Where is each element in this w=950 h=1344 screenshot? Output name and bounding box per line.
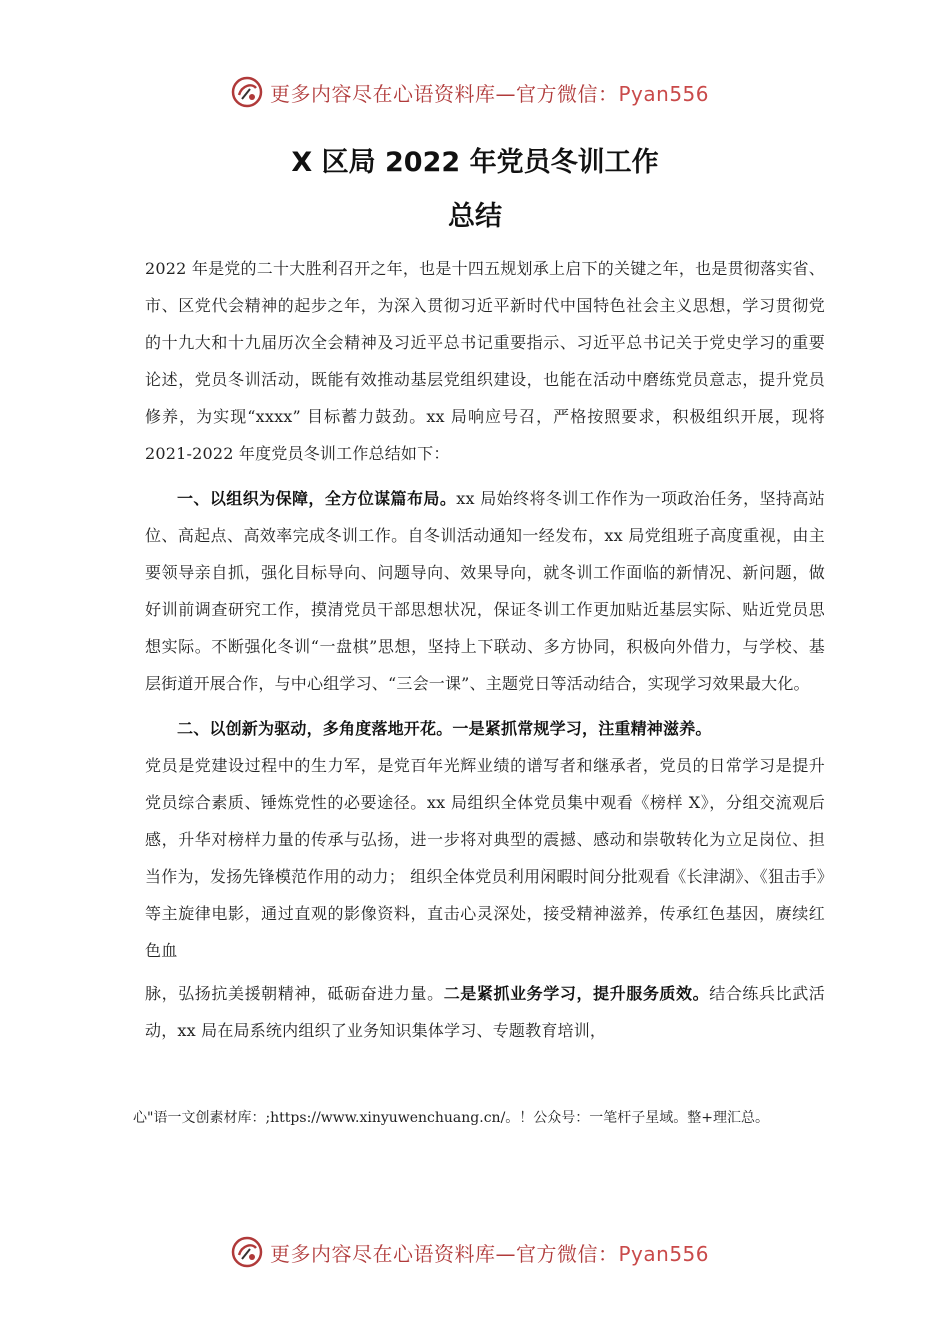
paragraph-section-2-continued <box>145 975 825 1049</box>
paragraph-section-1 <box>145 480 825 702</box>
watermark-handle: Pyan556 <box>618 1241 710 1266</box>
watermark-text: 更多内容尽在心语资料库—官方微信：Pyan556 <box>270 1241 710 1266</box>
section-1-heading: 一、以组织为保障，全方位谋篇布局。 <box>177 489 457 508</box>
watermark-text: 更多内容尽在心语资料库—官方微信：Pyan556 <box>270 81 710 106</box>
section-2-continued-text: 脉，弘扬抗美援朝精神，砥砺奋进力量。 <box>145 984 444 1003</box>
document-title-line2: 总结 <box>448 201 502 232</box>
header-watermark <box>230 72 709 112</box>
footer-watermark <box>230 1232 709 1272</box>
section-2-heading: 二、以创新为驱动，多角度落地开花。一是紧抓常规学习，注重精神滋养。 <box>177 719 712 738</box>
paragraph-section-2-heading <box>145 710 825 747</box>
document-title: X 区局 2022 年党员冬训工作 <box>291 147 659 178</box>
section-1-body: xx 局始终将冬训工作作为一项政治任务，坚持高站位、高起点、高效率完成冬训工作。自冬训活动通知一经发布，xx 局党组班子高度重视，由主要领导亲自抓，强化目标导向、问题导向、效果导向，就冬训工作面临的新情况、新问题，做好训前调查研究工作，摸清党员干部思想状况，保证冬训工作更加贴近基层实际、贴近党员思想实际。不断强化冬训“一盘棋”思想，坚持上下联动、多方协同，积极向外借力，与学校、基层街道开展合作，与中心组学习、“三会一课”、主题党日等活动结合，实现学习效果最大化。 <box>145 489 825 693</box>
section-2-subheading: 二是紧抓业务学习，提升服务质效。 <box>443 984 710 1003</box>
section-2-continued-text2: 结合练兵比武活动，xx 局在局系统内组织了业务知识集体学习、专题教育培训， <box>145 984 825 1040</box>
source-footnote: 心"语一文创素材库：;https://www.xinyuwenchuang.cn/。！公众号：一笔杆子星域。整+理汇总。 <box>133 1110 770 1126</box>
logo-icon <box>230 75 264 109</box>
paragraph-section-2-body: 党员是党建设过程中的生力军，是党百年光辉业绩的谱写者和继承者，党员的日常学习是提升党员综合素质、锤炼党性的必要途径。xx 局组织全体党员集中观看《榜样 X》，分组交流观后感，升华对榜样力量的传承与弘扬，进一步将对典型的震撼、感动和崇敬转化为立足岗位、担当作为，发扬先锋模范作用的动力； 组织全体党员利用闲暇时间分批观看《长津湖》、《狙击手》等主旋律电影，通过直观的影像资料，直击心灵深处，接受精神滋养，传承红色基因，赓续红色血 <box>145 756 825 960</box>
document-body <box>145 250 825 1049</box>
logo-icon <box>230 1235 264 1269</box>
paragraph-intro: 2022 年是党的二十大胜利召开之年，也是十四五规划承上启下的关键之年，也是贯彻落实省、市、区党代会精神的起步之年，为深入贯彻习近平新时代中国特色社会主义思想，学习贯彻党的十九大和十九届历次全会精神及习近平总书记重要指示、习近平总书记关于党史学习的重要论述，党员冬训活动，既能有效推动基层党组织建设，也能在活动中磨练党员意志，提升党员修养，为实现“xxxx” 目标蓄力鼓劲。xx 局响应号召，严格按照要求，积极组织开展，现将 2021-2022 年度党员冬训工作总结如下： <box>145 259 825 463</box>
watermark-handle: Pyan556 <box>618 81 710 106</box>
